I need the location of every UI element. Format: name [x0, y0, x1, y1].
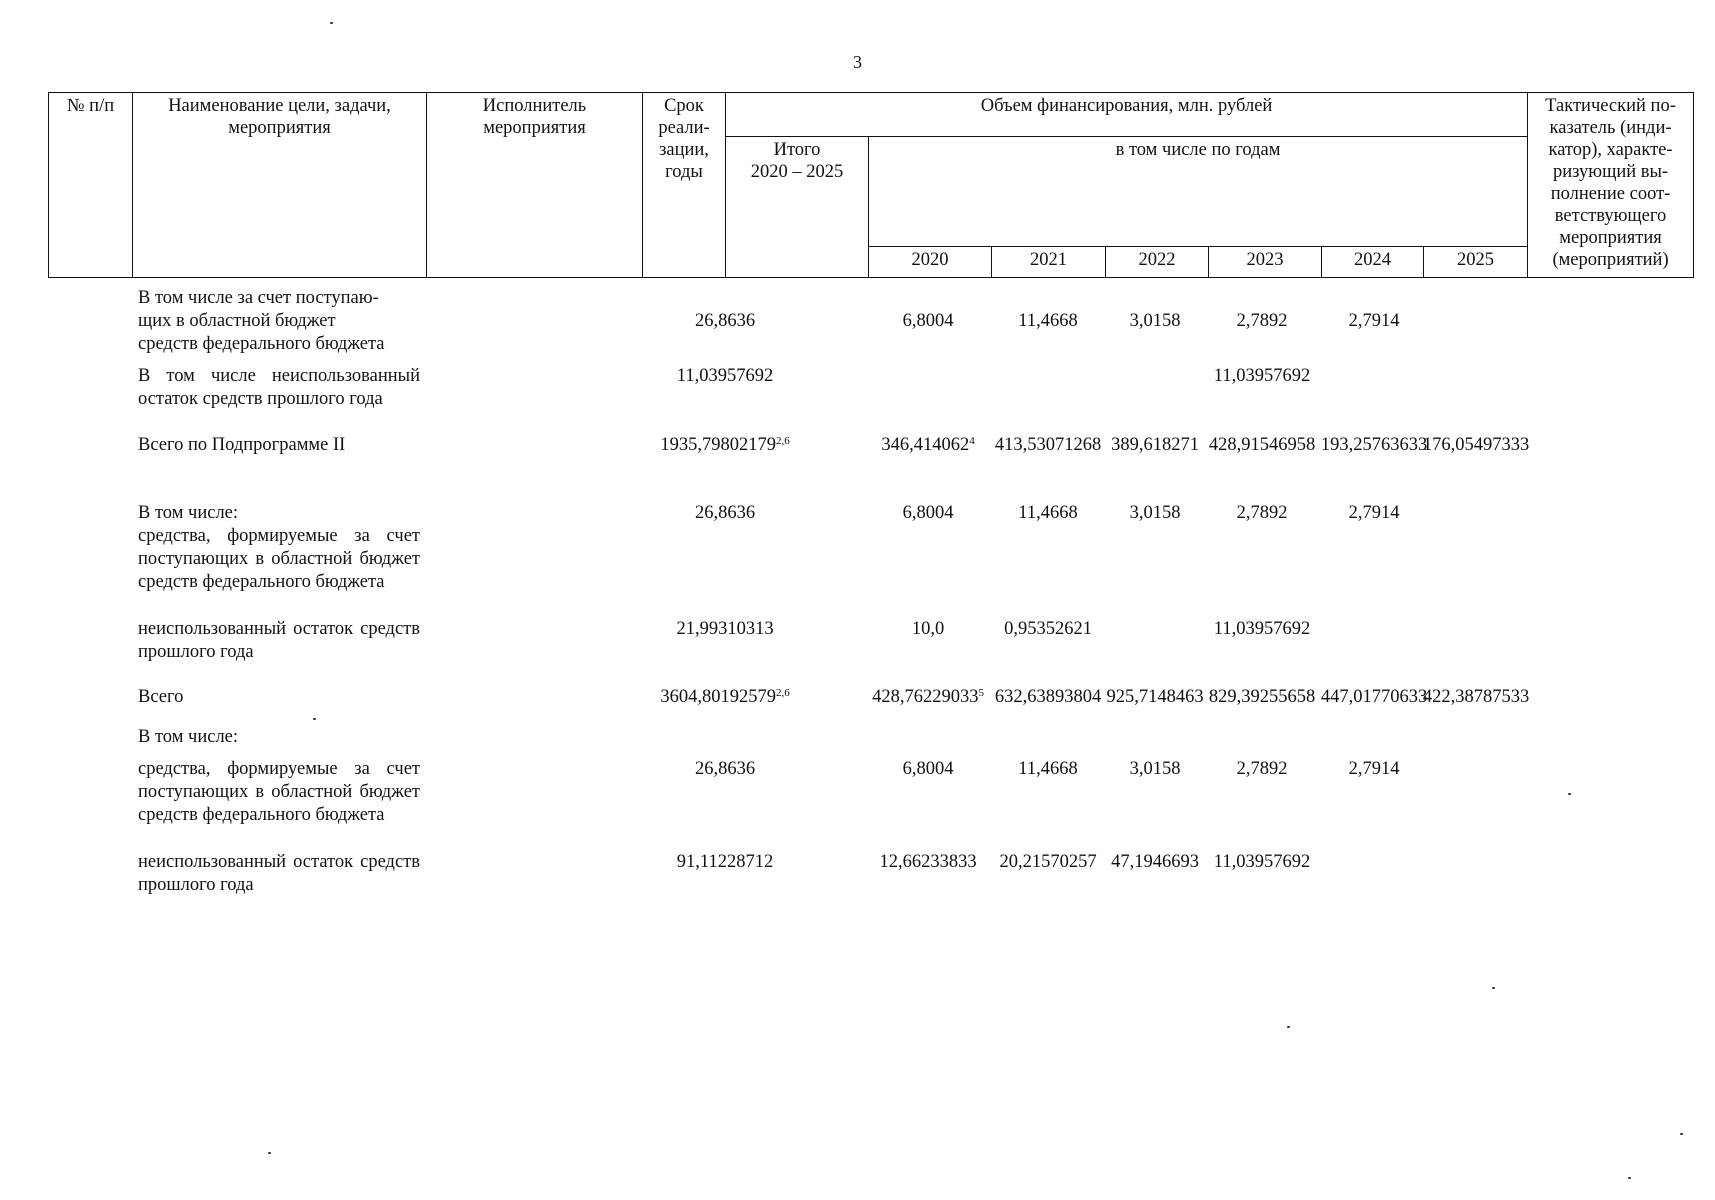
cell-2022: 925,7148463: [1106, 687, 1204, 707]
cell-2020: 12,66233833: [879, 852, 977, 872]
header-year-2024: 2024: [1322, 247, 1424, 278]
header-col-by-years: в том числе по годам: [869, 137, 1528, 247]
cell-total: 21,99310313: [676, 619, 774, 639]
cell-2025: 422,38787533: [1422, 687, 1530, 707]
cell-2021: 632,63893804: [994, 687, 1102, 707]
cell-total: 1935,79802179$^{2,6}$: [660, 435, 790, 455]
cell-2020: 6,8004: [902, 311, 954, 331]
cell-2023: 2,7892: [1236, 311, 1288, 331]
cell-2021: 20,21570257: [999, 852, 1097, 872]
scan-speck: [268, 1152, 271, 1154]
scan-speck: [1492, 987, 1495, 989]
header-year-2025: 2025: [1424, 247, 1528, 278]
cell-2022: 3,0158: [1129, 311, 1181, 331]
cell-2023: 11,03957692: [1213, 366, 1311, 386]
cell-2020: 6,8004: [902, 759, 954, 779]
header-year-2022: 2022: [1106, 247, 1209, 278]
cell-2020: 6,8004: [902, 503, 954, 523]
cell-2021: 413,53071268: [994, 435, 1102, 455]
cell-2023: 2,7892: [1236, 503, 1288, 523]
cell-total: 11,03957692: [676, 366, 774, 386]
cell-2023: 11,03957692: [1213, 852, 1311, 872]
cell-2024: 2,7914: [1348, 503, 1400, 523]
cell-total: 26,8636: [694, 503, 756, 523]
header-year-2020: 2020: [869, 247, 992, 278]
cell-2024: 2,7914: [1348, 311, 1400, 331]
cell-2020: 346,414062$^4$: [881, 435, 975, 455]
header-col-total: Итого 2020 – 2025: [726, 137, 869, 278]
scan-speck: [1287, 1026, 1290, 1028]
cell-total: 26,8636: [694, 759, 756, 779]
header-year-2021: 2021: [992, 247, 1106, 278]
cell-2023: 2,7892: [1236, 759, 1288, 779]
cell-2022: 47,1946693: [1111, 852, 1199, 872]
header-col-executor: Исполнитель мероприятия: [427, 93, 643, 278]
cell-total: 26,8636: [694, 311, 756, 331]
page-number: 3: [853, 52, 862, 72]
header-col-financing: Объем финансирования, млн. рублей: [726, 93, 1528, 137]
header-col-name: Наименование цели, задачи, мероприятия: [133, 93, 427, 278]
scan-speck: [1680, 1133, 1683, 1135]
header-col-indicator: Тактический по- казатель (инди- катор), характе- ризующий вы- полнение соот- ветствующего мероприятия (мероприятий): [1528, 93, 1694, 278]
row-label: Всего: [138, 687, 184, 707]
cell-2020: 428,76229033$^5$: [872, 687, 984, 707]
row-label: В том числе неиспользованный остаток средств прошлого года: [138, 366, 420, 409]
cell-total: 3604,80192579$^{2,6}$: [660, 687, 790, 707]
cell-2024: 193,25763633: [1320, 435, 1428, 455]
cell-2021: 0,95352621: [1004, 619, 1092, 639]
header-col-no: № п/п: [49, 93, 133, 278]
row-label: средства, формируемые за счет поступающих в областной бюджет средств федерального бюджета: [138, 759, 420, 825]
cell-2025: 176,05497333: [1422, 435, 1530, 455]
cell-total: 91,11228712: [676, 852, 774, 872]
cell-2023: 428,91546958: [1208, 435, 1316, 455]
scan-speck: [1568, 793, 1571, 795]
scan-speck: [1628, 1177, 1631, 1179]
row-label: Всего по Подпрограмме II: [138, 435, 346, 455]
header-year-2023: 2023: [1209, 247, 1322, 278]
table-header: [48, 92, 1694, 278]
cell-2021: 11,4668: [1018, 311, 1078, 331]
row-label: В том числе за счет поступаю- щих в областной бюджет средств федерального бюджета: [138, 288, 385, 354]
scan-speck: [330, 22, 333, 24]
cell-2024: 447,01770633: [1320, 687, 1428, 707]
cell-2023: 11,03957692: [1213, 619, 1311, 639]
cell-2022: 3,0158: [1129, 503, 1181, 523]
cell-2024: 2,7914: [1348, 759, 1400, 779]
cell-2022: 389,618271: [1111, 435, 1199, 455]
cell-2023: 829,39255658: [1208, 687, 1316, 707]
row-label: неиспользованный остаток средств прошлого года: [138, 852, 420, 895]
cell-2021: 11,4668: [1018, 503, 1078, 523]
cell-2020: 10,0: [911, 619, 945, 639]
cell-2021: 11,4668: [1018, 759, 1078, 779]
row-label: В том числе:: [138, 727, 239, 747]
row-label: неиспользованный остаток средств прошлого года: [138, 619, 420, 662]
cell-2022: 3,0158: [1129, 759, 1181, 779]
scan-speck: [313, 718, 316, 720]
row-label: В том числе: средства, формируемые за счет поступающих в областной бюджет средств федерального бюджета: [138, 503, 420, 592]
header-col-term: Срок реали- зации, годы: [643, 93, 726, 278]
